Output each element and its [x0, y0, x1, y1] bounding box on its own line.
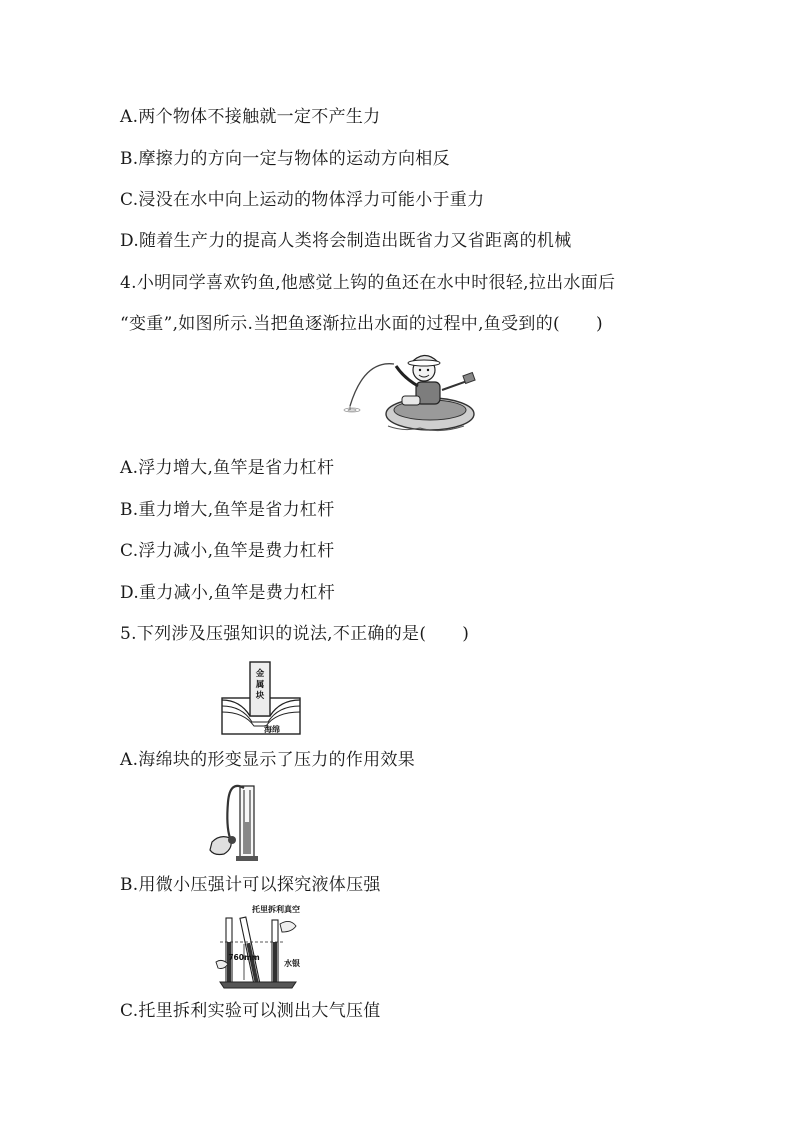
- sponge-label: 海绵: [264, 725, 280, 734]
- q4-option-b: B.重力增大,鱼竿是省力杠杆: [120, 500, 335, 520]
- q3-option-d: D.随着生产力的提高人类将会制造出既省力又省距离的机械: [120, 231, 572, 251]
- q4-option-c: C.浮力减小,鱼竿是费力杠杆: [120, 541, 335, 561]
- q4-stem-line2: [120, 313, 603, 335]
- q5-option-b: B.用微小压强计可以探究液体压强: [120, 875, 381, 895]
- fishing-boat-illustration: [324, 350, 476, 438]
- block-label-char-3: 块: [255, 691, 265, 701]
- q4-stem-line1: 4.小明同学喜欢钓鱼,他感觉上钩的鱼还在水中时很轻,拉出水面后: [120, 273, 616, 293]
- q4-option-a: A.浮力增大,鱼竿是省力杠杆: [120, 458, 335, 478]
- q4-stem-text: “变重”,如图所示.当把鱼逐渐拉出水面的过程中,鱼受到的(: [120, 314, 560, 334]
- torricelli-experiment-figure: [214, 902, 314, 990]
- mercury-label: 水银: [284, 959, 300, 968]
- pressure-gauge-figure: [206, 782, 264, 864]
- block-label-char-2: 属: [255, 680, 265, 690]
- q4-option-d: D.重力减小,鱼竿是费力杠杆: [120, 583, 336, 603]
- q5-option-a: A.海绵块的形变显示了压力的作用效果: [120, 750, 416, 770]
- q3-option-b: B.摩擦力的方向一定与物体的运动方向相反: [120, 149, 450, 169]
- vacuum-label: 托里拆利真空: [252, 905, 300, 914]
- q5-stem: [120, 623, 469, 645]
- sponge-metal-block-figure: [220, 660, 304, 736]
- q5-stem-text: 5.下列涉及压强知识的说法,不正确的是(: [120, 624, 427, 644]
- block-label-char-1: 金: [255, 669, 265, 679]
- q3-option-a: A.两个物体不接触就一定不产生力: [120, 107, 381, 127]
- height-label: 760mm: [228, 953, 260, 962]
- q5-stem-close-paren: ): [462, 624, 470, 644]
- q4-stem-close-paren: ): [595, 314, 603, 334]
- q3-option-c: C.浸没在水中向上运动的物体浮力可能小于重力: [120, 190, 485, 210]
- q5-option-c: C.托里拆利实验可以测出大气压值: [120, 1001, 381, 1021]
